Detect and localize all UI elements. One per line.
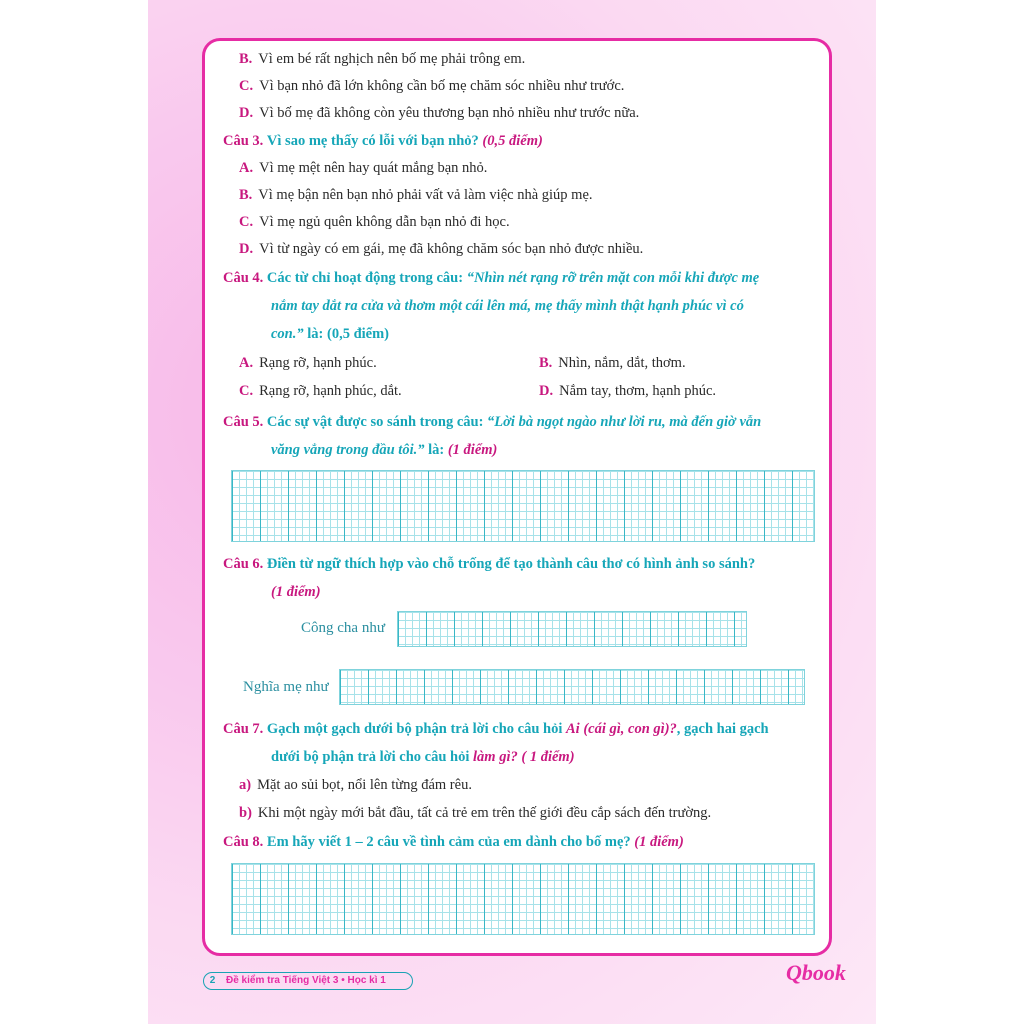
q4-question-line1: Câu 4. Các từ chỉ hoạt động trong câu: “Nhìn nét rạng rỡ trên mặt con mỗi khi được mẹ	[223, 270, 760, 286]
q5-question-line2: văng vẳng trong đầu tôi.” là: (1 điểm)	[271, 442, 498, 458]
q7-question-line1: Câu 7. Gạch một gạch dưới bộ phận trả lời cho câu hỏi Ai (cái gì, con gì)?, gạch hai gạch	[223, 721, 769, 737]
page-number: 2	[209, 975, 216, 986]
q5-answer-grid[interactable]	[231, 470, 815, 542]
q6-question: Câu 6. Điền từ ngữ thích hợp vào chỗ trống để tạo thành câu thơ có hình ảnh so sánh?	[223, 556, 756, 572]
q5-question-line1: Câu 5. Các sự vật được so sánh trong câu: “Lời bà ngọt ngào như lời ru, mà đến giờ vẫn	[223, 414, 762, 430]
q6-line1-grid[interactable]	[397, 611, 747, 647]
q3-option-d: D. Vì từ ngày có em gái, mẹ đã không chăm sóc bạn nhỏ được nhiều.	[239, 241, 644, 257]
q4-option-a: A. Rạng rỡ, hạnh phúc.	[239, 355, 377, 371]
q6-line1-label: Công cha như	[301, 620, 385, 636]
q8-answer-grid[interactable]	[231, 863, 815, 935]
q7-item-a: a) Mặt ao sủi bọt, nổi lên từng đám rêu.	[239, 777, 472, 793]
qbook-logo: Qbook	[786, 960, 846, 985]
q6-line2-grid[interactable]	[339, 669, 805, 705]
q8-question: Câu 8. Em hãy viết 1 – 2 câu về tình cảm của em dành cho bố mẹ? (1 điểm)	[223, 834, 684, 850]
q6-line2-label: Nghĩa mẹ như	[243, 679, 329, 695]
q4-question-line3: con.” là: (0,5 điểm)	[271, 326, 389, 342]
q2-option-d: D. Vì bố mẹ đã không còn yêu thương bạn nhỏ nhiều như trước nữa.	[239, 105, 640, 121]
q2-option-b: B. Vì em bé rất nghịch nên bố mẹ phải trông em.	[239, 51, 526, 67]
q4-option-c: C. Rạng rỡ, hạnh phúc, dắt.	[239, 383, 402, 399]
q7-item-b: b) Khi một ngày mới bắt đầu, tất cả trẻ em trên thế giới đều cắp sách đến trường.	[239, 805, 712, 821]
q7-question-line2: dưới bộ phận trả lời cho câu hỏi làm gì? ( 1 điểm)	[271, 749, 575, 765]
q3-option-c: C. Vì mẹ ngủ quên không dẫn bạn nhỏ đi học.	[239, 214, 510, 230]
footer-badge	[203, 972, 413, 990]
q3-question: Câu 3. Vì sao mẹ thấy có lỗi với bạn nhỏ? (0,5 điểm)	[223, 133, 543, 149]
q2-option-c: C. Vì bạn nhỏ đã lớn không cần bố mẹ chăm sóc nhiều như trước.	[239, 78, 625, 94]
q4-option-d: D. Nắm tay, thơm, hạnh phúc.	[539, 383, 717, 399]
q4-option-b: B. Nhìn, nắm, dắt, thơm.	[539, 355, 686, 371]
content-frame	[202, 38, 832, 956]
q3-option-a: A. Vì mẹ mệt nên hay quát mắng bạn nhỏ.	[239, 160, 488, 176]
q4-question-line2: nắm tay dắt ra cửa và thơm một cái lên má, mẹ thấy mình thật hạnh phúc vì có	[271, 298, 744, 314]
footer-title: Đề kiểm tra Tiếng Việt 3 • Học kì 1	[226, 975, 386, 986]
q6-points: (1 điểm)	[271, 584, 321, 600]
q3-option-b: B. Vì mẹ bận nên bạn nhỏ phải vất vả làm việc nhà giúp mẹ.	[239, 187, 593, 203]
